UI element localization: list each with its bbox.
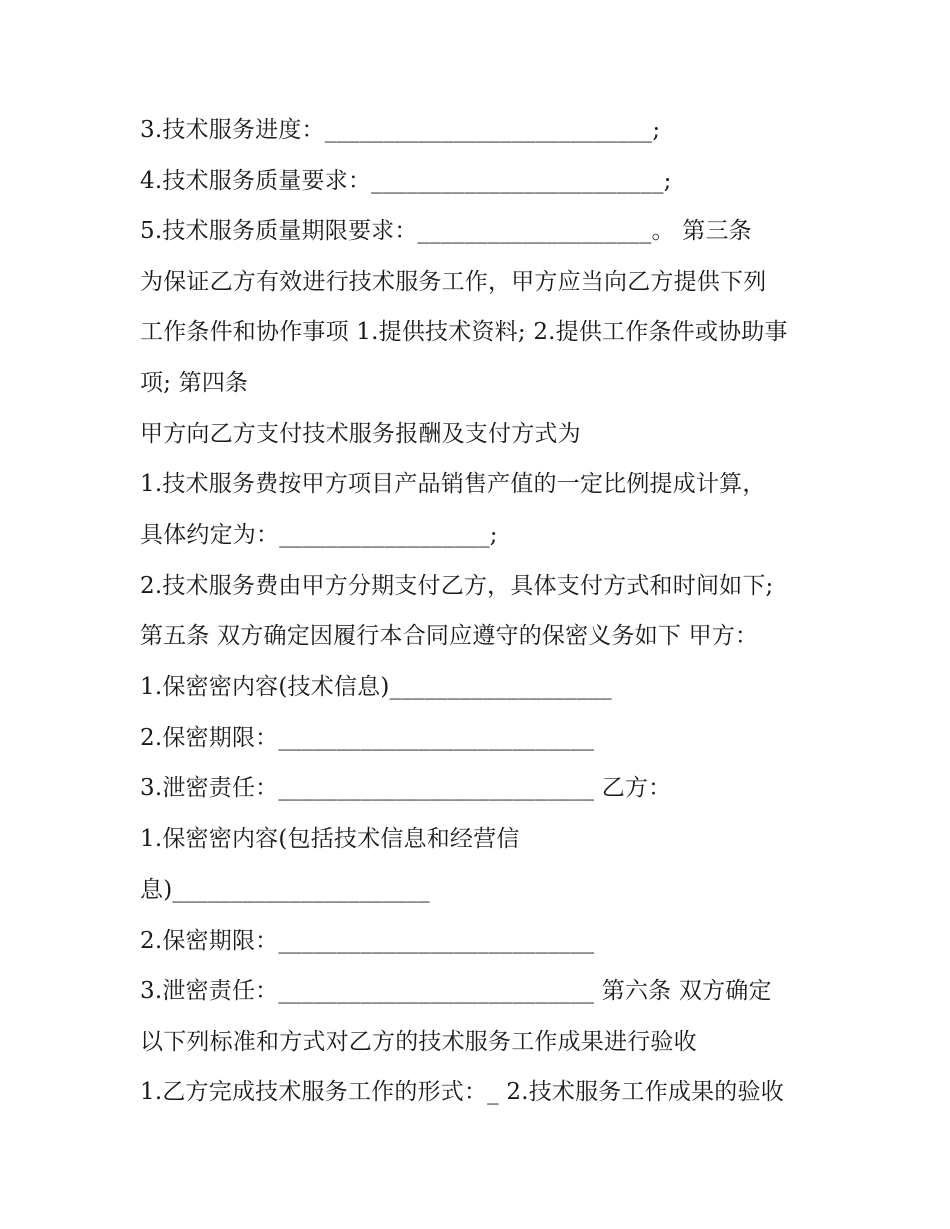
text-line: 息)______________________ [140,877,430,903]
text-line: 5.技术服务质量期限要求：____________________。 第三条 [140,218,752,244]
text-line: 4.技术服务质量要求：_________________________; [140,168,672,194]
text-line: 2.技术服务费由甲方分期支付乙方，具体支付方式和时间如下; [140,573,774,599]
text-line: 2.保密期限：___________________________ [140,928,595,954]
text-line: 1.技术服务费按甲方项目产品销售产值的一定比例提成计算， [140,471,766,497]
text-line: 第五条 双方确定因履行本合同应遵守的保密义务如下 甲方： [140,623,759,649]
text-line: 3.技术服务进度：____________________________; [140,117,661,143]
text-line: 1.保密密内容(包括技术信息和经营信 [140,826,520,852]
text-line: 工作条件和协作事项 1.提供技术资料; 2.提供工作条件或协助事 [140,319,788,345]
text-line: 为保证乙方有效进行技术服务工作，甲方应当向乙方提供下列 [140,269,767,295]
text-line: 3.泄密责任：___________________________ 第六条 双方确定 [140,978,772,1004]
text-line: 项; 第四条 [140,370,249,396]
text-line: 1.保密密内容(技术信息)___________________ [140,674,612,700]
text-line: 3.泄密责任：___________________________ 乙方： [140,775,672,801]
text-line: 甲方向乙方支付技术服务报酬及支付方式为 [140,421,581,447]
text-line: 1.乙方完成技术服务工作的形式：_ 2.技术服务工作成果的验收 [140,1079,784,1105]
text-line: 2.保密期限：___________________________ [140,725,595,751]
text-line: 具体约定为：__________________; [140,522,498,548]
text-line: 以下列标准和方式对乙方的技术服务工作成果进行验收 [140,1029,697,1055]
